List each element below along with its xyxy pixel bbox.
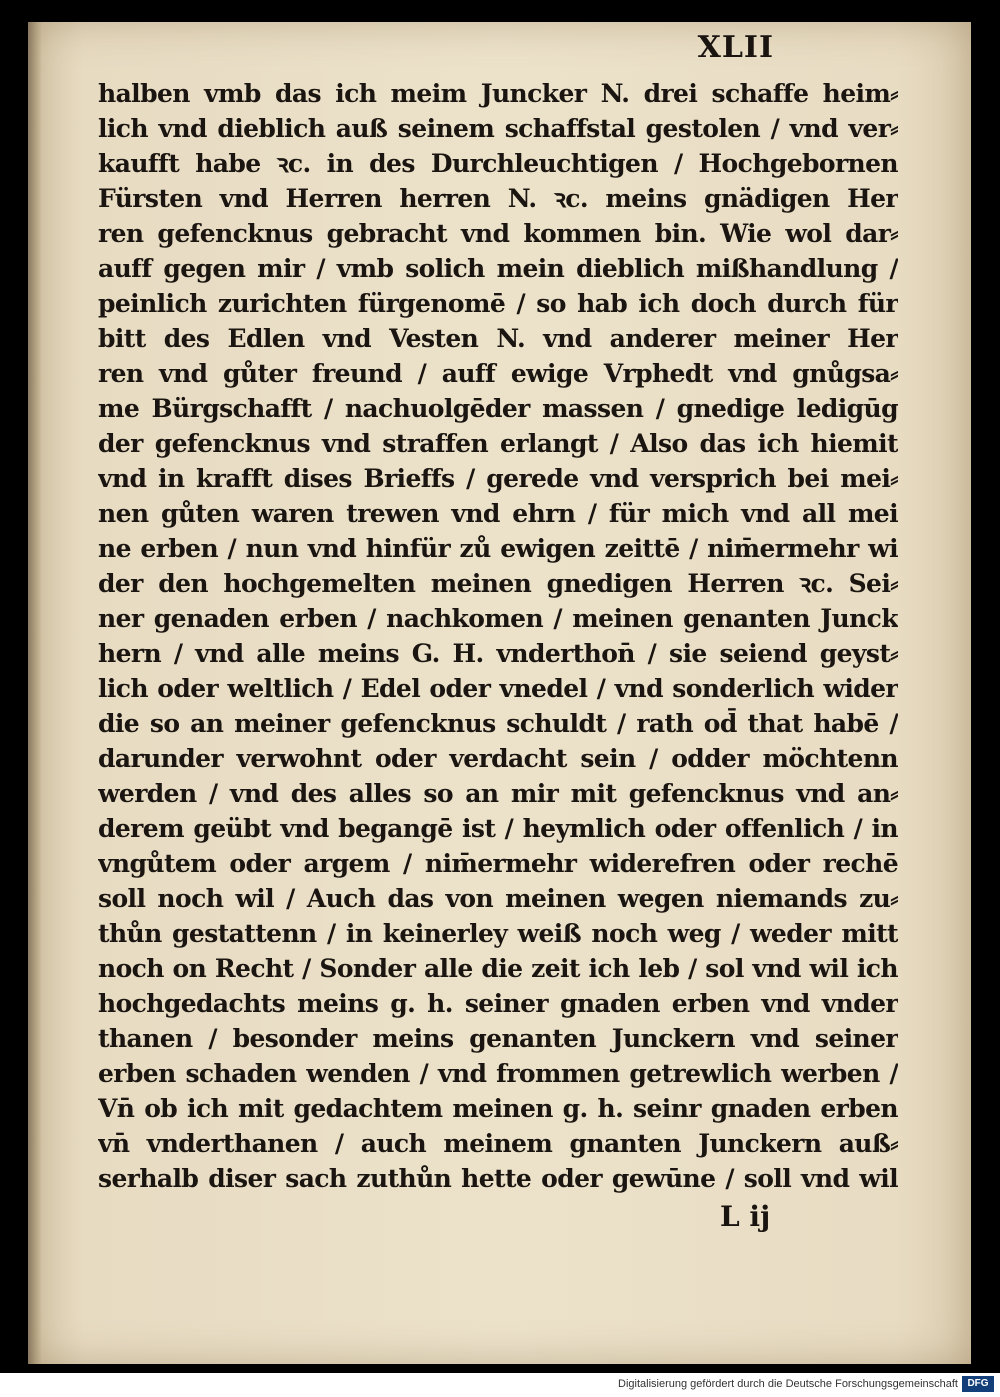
text-line: nen gůten waren trewen vnd ehrn / für mich vnd all mei — [98, 499, 898, 528]
text-line: peinlich zurichten fürgenomē / so hab ich doch durch für — [98, 289, 898, 318]
funding-credit: Digitalisierung gefördert durch die Deutsche Forschungsgemeinschaft — [618, 1378, 958, 1390]
text-line: vngůtem oder argem / nim̄ermehr widerefren oder rechē — [98, 849, 898, 878]
text-line: serhalb diser sach zuthůn hette oder gewūne / soll vnd wil — [98, 1164, 898, 1193]
folio-number: XLII — [697, 30, 774, 65]
text-line: Fürsten vnd Herren herren N. ꝛc. meins gnädigen Her — [98, 184, 898, 213]
body-text — [98, 76, 898, 1196]
text-line: soll noch wil / Auch das von meinen wegen niemands zu⸗ — [98, 884, 898, 913]
text-line: noch on Recht / Sonder alle die zeit ich leb / sol vnd wil ich — [98, 954, 898, 983]
text-line: hern / vnd alle meins G. H. vnderthon̄ / sie seiend geyst⸗ — [98, 639, 898, 668]
binding-edge — [28, 22, 42, 1364]
text-line: halben vmb das ich meim Juncker N. drei schaffe heim⸗ — [98, 79, 898, 108]
text-line: werden / vnd des alles so an mir mit gefencknus vnd an⸗ — [98, 779, 898, 808]
dfg-logo-icon: DFG — [962, 1376, 994, 1392]
text-line: lich oder weltlich / Edel oder vnedel / vnd sonderlich wider — [98, 674, 898, 703]
text-line: die so an meiner gefencknus schuldt / rath od̄ that habē / — [98, 709, 898, 738]
text-line: auff gegen mir / vmb solich mein dieblich mißhandlung / — [98, 254, 898, 283]
text-line: ne erben / nun vnd hinfür zů ewigen zeittē / nim̄ermehr wi — [98, 534, 898, 563]
text-line: derem geübt vnd begangē ist / heymlich oder offenlich / in — [98, 814, 898, 843]
text-line: lich vnd dieblich auß seinem schaffstal gestolen / vnd ver⸗ — [98, 114, 898, 143]
text-line: ren vnd gůter freund / auff ewige Vrphedt vnd gnůgsa⸗ — [98, 359, 898, 388]
text-line: hochgedachts meins g. h. seiner gnaden erben vnd vnder — [98, 989, 898, 1018]
text-line: thůn gestattenn / in keinerley weiß noch weg / weder mitt — [98, 919, 898, 948]
text-line: erben schaden wenden / vnd frommen getrewlich werben / — [98, 1059, 898, 1088]
text-line: thanen / besonder meins genanten Junckern vnd seiner — [98, 1024, 898, 1053]
text-line: vn̄ vnderthanen / auch meinem gnanten Junckern auß⸗ — [98, 1129, 898, 1158]
text-line: Vn̄ ob ich mit gedachtem meinen g. h. seinr gnaden erben — [98, 1094, 898, 1123]
text-line: bitt des Edlen vnd Vesten N. vnd anderer meiner Her — [98, 324, 898, 353]
text-line: der gefencknus vnd straffen erlangt / Also das ich hiemit — [98, 429, 898, 458]
text-line: darunder verwohnt oder verdacht sein / odder möchtenn — [98, 744, 898, 773]
text-line: me Bürgschafft / nachuolgēder massen / gnedige ledigūg — [98, 394, 898, 423]
text-line: ner genaden erben / nachkomen / meinen genanten Junck — [98, 604, 898, 633]
text-line: ren gefencknus gebracht vnd kommen bin. Wie wol dar⸗ — [98, 219, 898, 248]
signature-mark: L ij — [720, 1200, 771, 1233]
text-line: vnd in krafft dises Brieffs / gerede vnd versprich bei mei⸗ — [98, 464, 898, 493]
text-line: kaufft habe ꝛc. in des Durchleuchtigen / Hochgebornen — [98, 149, 898, 178]
text-line: der den hochgemelten meinen gnedigen Herren ꝛc. Sei⸗ — [98, 569, 898, 598]
